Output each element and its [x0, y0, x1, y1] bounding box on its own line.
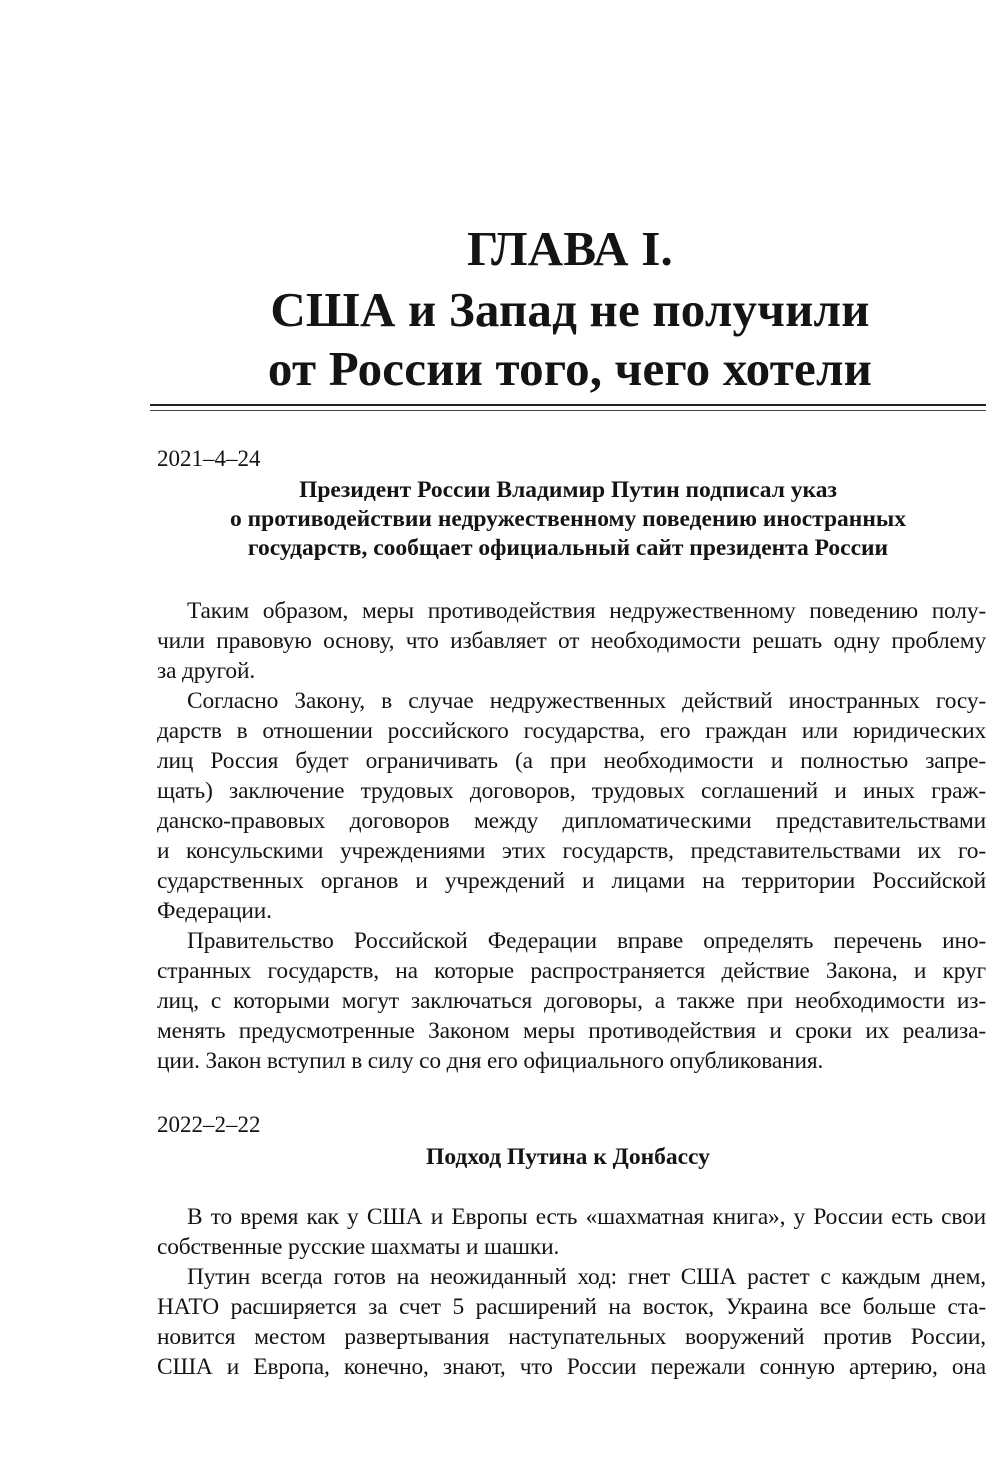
body-line: Согласно Закону, в случае недружественных действий иностранных госу- [187, 688, 986, 714]
body-line: лиц, с которыми могут заключаться договоры, а также при необходимости из- [157, 988, 986, 1014]
article-headline-line: о противодействии недружественному поведению иностранных [230, 506, 906, 532]
body-line: ции. Закон вступил в силу со дня его официального опубликования. [157, 1048, 824, 1074]
body-line: Путин всегда готов на неожиданный ход: гнет США растет с каждым днем, [187, 1264, 986, 1290]
body-line: США и Европа, конечно, знают, что России пережали сонную артерию, она [157, 1354, 986, 1380]
body-line: щать) заключение трудовых договоров, трудовых соглашений и иных граж- [157, 778, 986, 804]
body-line: Федерации. [157, 898, 272, 924]
body-line: собственные русские шахматы и шашки. [157, 1234, 560, 1260]
body-line: НАТО расширяется за счет 5 расширений на восток, Украина все больше ста- [157, 1294, 986, 1320]
body-line: В то время как у США и Европы есть «шахматная книга», у России есть свои [187, 1204, 986, 1230]
body-line: за другой. [157, 658, 256, 684]
body-line: чили правовую основу, что избавляет от необходимости решать одну проблему [157, 628, 986, 654]
body-line: менять предусмотренные Законом меры противодействия и сроки их реализа- [157, 1018, 986, 1044]
article-date: 2021–4–24 [157, 446, 261, 471]
body-line: дарств в отношении российского государства, его граждан или юридических [157, 718, 986, 744]
chapter-title-line-1: США и Запад не получили [270, 282, 870, 337]
article-headline-line: государств, сообщает официальный сайт президента России [247, 535, 889, 561]
body-line: лиц Россия будет ограничивать (а при необходимости и полностью запре- [157, 748, 986, 774]
body-line: данско-правовых договоров между дипломатическими представительствами [157, 808, 986, 834]
chapter-divider-thin [150, 410, 986, 411]
article-headline-line: Подход Путина к Донбассу [426, 1144, 710, 1170]
chapter-number: ГЛАВА I. [467, 221, 673, 276]
body-line: странных государств, на которые распространяется действие Закона, и круг [157, 958, 986, 984]
article-date: 2022–2–22 [157, 1112, 261, 1137]
chapter-title-line-2: от России того, чего хотели [267, 341, 873, 396]
article-headline-line: Президент России Владимир Путин подписал указ [299, 477, 837, 503]
body-line: Таким образом, меры противодействия недружественному поведению полу- [187, 598, 986, 624]
body-line: новится местом развертывания наступательных вооружений против России, [157, 1324, 986, 1350]
body-line: сударственных органов и учреждений и лицами на территории Российской [157, 868, 986, 894]
chapter-divider-thick [150, 404, 986, 406]
body-line: Правительство Российской Федерации вправе определять перечень ино- [187, 928, 986, 954]
body-line: и консульскими учреждениями этих государств, представительствами их го- [157, 838, 986, 864]
